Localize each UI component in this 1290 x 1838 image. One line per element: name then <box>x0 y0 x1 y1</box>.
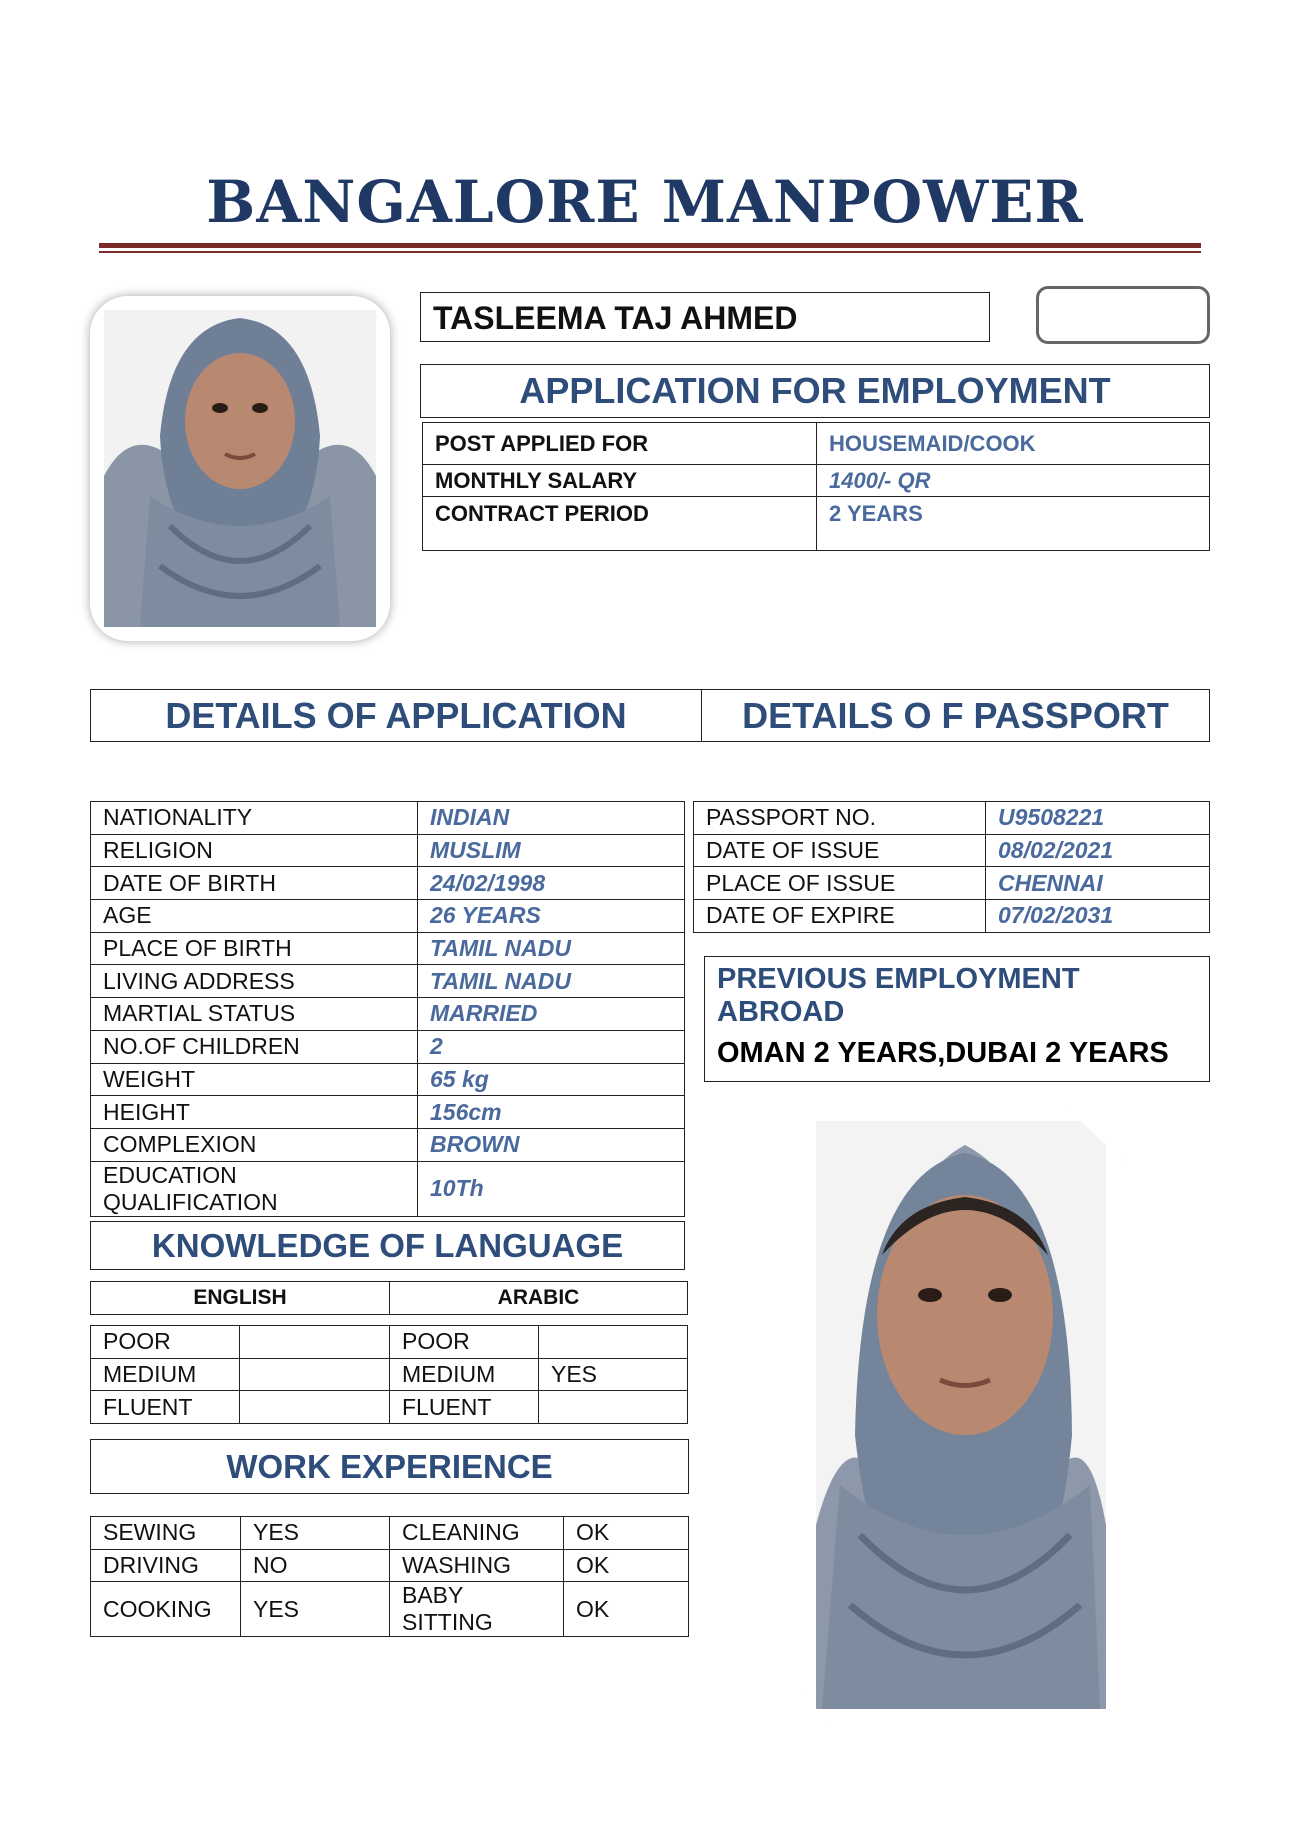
english-value <box>240 1326 390 1359</box>
table-row <box>91 1582 689 1637</box>
table-row <box>694 867 1210 900</box>
passport-label: PLACE OF ISSUE <box>694 867 986 900</box>
arabic-level: FLUENT <box>390 1391 539 1424</box>
passport-label: DATE OF EXPIRE <box>694 900 986 933</box>
candidate-name: TASLEEMA TAJ AHMED <box>420 292 990 342</box>
detail-label: NO.OF CHILDREN <box>91 1030 418 1063</box>
arabic-header: ARABIC <box>390 1282 688 1315</box>
english-header: ENGLISH <box>91 1282 390 1315</box>
header-divider-thin <box>99 251 1201 253</box>
table-row <box>91 867 685 900</box>
table-row <box>91 1282 688 1315</box>
table-row <box>91 1358 688 1391</box>
passport-label: DATE OF ISSUE <box>694 834 986 867</box>
table-row <box>91 932 685 965</box>
english-value <box>240 1358 390 1391</box>
arabic-value <box>539 1326 688 1359</box>
table-row <box>91 1326 688 1359</box>
post-label: POST APPLIED FOR <box>423 423 817 465</box>
detail-value: MUSLIM <box>418 834 685 867</box>
language-table <box>90 1325 688 1424</box>
work-value: OK <box>564 1582 689 1637</box>
previous-employment-text: OMAN 2 YEARS,DUBAI 2 YEARS <box>717 1037 1169 1069</box>
table-row <box>423 465 1210 497</box>
detail-value: 156cm <box>418 1096 685 1129</box>
company-title: BANGALORE MANPOWER <box>206 168 1084 236</box>
detail-label: EDUCATION QUALIFICATION <box>91 1161 418 1216</box>
table-row <box>91 1030 685 1063</box>
detail-label: DATE OF BIRTH <box>91 867 418 900</box>
table-row <box>423 423 1210 465</box>
arabic-value <box>539 1391 688 1424</box>
application-title: APPLICATION FOR EMPLOYMENT <box>420 364 1210 418</box>
english-value <box>240 1391 390 1424</box>
work-experience-heading: WORK EXPERIENCE <box>90 1439 689 1494</box>
details-application-heading: DETAILS OF APPLICATION <box>90 689 702 742</box>
table-row <box>91 900 685 933</box>
contract-value: 2 YEARS <box>817 497 1210 551</box>
table-row <box>91 802 685 835</box>
passport-value: CHENNAI <box>986 867 1210 900</box>
work-skill: BABY SITTING <box>390 1582 564 1637</box>
detail-label: LIVING ADDRESS <box>91 965 418 998</box>
detail-label: COMPLEXION <box>91 1128 418 1161</box>
table-row <box>91 998 685 1031</box>
detail-value: TAMIL NADU <box>418 932 685 965</box>
detail-label: PLACE OF BIRTH <box>91 932 418 965</box>
detail-label: RELIGION <box>91 834 418 867</box>
arabic-level: POOR <box>390 1326 539 1359</box>
detail-value: 26 YEARS <box>418 900 685 933</box>
previous-employment-box <box>704 956 1210 1082</box>
table-row <box>91 1549 689 1582</box>
passport-label: PASSPORT NO. <box>694 802 986 835</box>
work-value: YES <box>241 1582 390 1637</box>
english-level: MEDIUM <box>91 1358 240 1391</box>
salary-value: 1400/- QR <box>817 465 1210 497</box>
table-row <box>91 1391 688 1424</box>
table-row <box>91 1063 685 1096</box>
detail-value: 10Th <box>418 1161 685 1216</box>
detail-label: AGE <box>91 900 418 933</box>
detail-label: MARTIAL STATUS <box>91 998 418 1031</box>
previous-employment-title: PREVIOUS EMPLOYMENT ABROAD <box>717 963 1080 1028</box>
passport-value: 07/02/2031 <box>986 900 1210 933</box>
detail-label: NATIONALITY <box>91 802 418 835</box>
header-divider <box>99 243 1201 248</box>
language-heading: KNOWLEDGE OF LANGUAGE <box>90 1221 685 1270</box>
arabic-level: MEDIUM <box>390 1358 539 1391</box>
table-row <box>91 1517 689 1550</box>
detail-value: TAMIL NADU <box>418 965 685 998</box>
detail-label: WEIGHT <box>91 1063 418 1096</box>
detail-value: 24/02/1998 <box>418 867 685 900</box>
application-table <box>422 422 1210 551</box>
work-experience-table <box>90 1516 689 1637</box>
work-skill: COOKING <box>91 1582 241 1637</box>
work-skill: WASHING <box>390 1549 564 1582</box>
work-value: NO <box>241 1549 390 1582</box>
table-row <box>91 1096 685 1129</box>
work-value: YES <box>241 1517 390 1550</box>
table-row <box>91 965 685 998</box>
detail-value: MARRIED <box>418 998 685 1031</box>
work-skill: DRIVING <box>91 1549 241 1582</box>
english-level: POOR <box>91 1326 240 1359</box>
candidate-photo-small <box>90 296 390 641</box>
reference-box <box>1036 286 1210 344</box>
arabic-value: YES <box>539 1358 688 1391</box>
table-row <box>694 802 1210 835</box>
language-header-table <box>90 1281 688 1315</box>
table-row <box>694 834 1210 867</box>
work-value: OK <box>564 1517 689 1550</box>
post-value: HOUSEMAID/COOK <box>817 423 1210 465</box>
details-table <box>90 801 685 1217</box>
candidate-photo-large <box>800 1105 1122 1725</box>
table-row <box>91 1128 685 1161</box>
contract-label: CONTRACT PERIOD <box>423 497 817 551</box>
detail-value: BROWN <box>418 1128 685 1161</box>
passport-value: 08/02/2021 <box>986 834 1210 867</box>
passport-table <box>693 801 1210 933</box>
table-row <box>91 1161 685 1216</box>
table-row <box>91 834 685 867</box>
table-row <box>423 497 1210 551</box>
passport-value: U9508221 <box>986 802 1210 835</box>
detail-value: 65 kg <box>418 1063 685 1096</box>
detail-value: INDIAN <box>418 802 685 835</box>
table-row <box>694 900 1210 933</box>
salary-label: MONTHLY SALARY <box>423 465 817 497</box>
detail-label: HEIGHT <box>91 1096 418 1129</box>
work-value: OK <box>564 1549 689 1582</box>
english-level: FLUENT <box>91 1391 240 1424</box>
details-passport-heading: DETAILS O F PASSPORT <box>701 689 1210 742</box>
work-skill: CLEANING <box>390 1517 564 1550</box>
work-skill: SEWING <box>91 1517 241 1550</box>
detail-value: 2 <box>418 1030 685 1063</box>
